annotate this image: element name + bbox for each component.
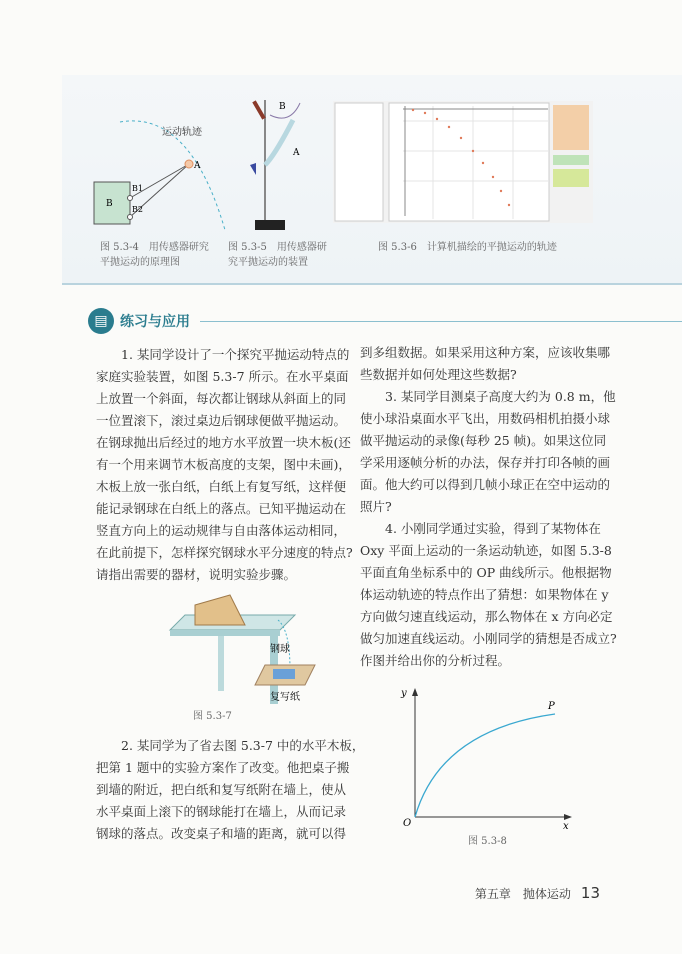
figure-5-3-8 — [395, 672, 575, 832]
text-line: 3. 某同学目测桌子高度大约为 0.8 m，他 — [385, 389, 616, 404]
text-line: 木板上放一张白纸，白纸上有复写纸，这样便 — [96, 479, 347, 494]
left-column-p2 — [96, 735, 365, 845]
stand-base — [255, 220, 285, 230]
label-b1: B1 — [132, 184, 143, 193]
emitter-a — [185, 160, 193, 168]
left-column — [96, 344, 353, 586]
right-column — [360, 342, 617, 672]
chapter-title: 第五章 抛体运动 — [474, 887, 571, 901]
text-line: 照片? — [360, 499, 392, 514]
text-line: 到墙的附近，把白纸和复写纸附在墙上，使从 — [96, 782, 347, 797]
text-line: 竖直方向上的运动规律与自由落体运动相同， — [96, 523, 347, 538]
label-trajectory: 运动轨迹 — [162, 127, 202, 138]
divider — [200, 321, 682, 322]
text-line: 体运动轨迹的特点作出了猜想：如果物体在 y — [360, 587, 609, 602]
text-line: 做平抛运动的录像(每秒 25 帧)。如果这位同 — [360, 433, 607, 448]
text-line: 学采用逐帧分析的办法，保存并打印各帧的画 — [360, 455, 611, 470]
text-line: 把第 1 题中的实验方案作了改变。他把桌子搬 — [96, 760, 350, 775]
caption-line: 图 5.3-5 用传感器研 — [228, 242, 327, 253]
section-title: 练习与应用 — [120, 314, 190, 330]
op-curve — [415, 714, 555, 817]
text-line: 4. 小刚同学通过实验，得到了某物体在 — [385, 521, 601, 536]
caption-line: 图 5.3-4 用传感器研究 — [100, 242, 209, 253]
text-line: 一位置滚下，滚过桌边后钢球便做平抛运动。 — [96, 413, 347, 428]
label-a: A — [293, 148, 300, 158]
text-line: 些数据并如何处理这些数据? — [360, 367, 517, 382]
point-p-label: P — [548, 701, 555, 712]
label-b2: B2 — [132, 205, 143, 214]
text-line: 请指出需要的器材，说明实验步骤。 — [96, 567, 297, 582]
text-line: 到多组数据。如果采用这种方案，应该收集哪 — [360, 345, 611, 360]
figure-5-3-7 — [140, 590, 320, 708]
text-line: 1. 某同学设计了一个探究平抛运动特点的 — [121, 347, 350, 362]
incline — [195, 595, 245, 625]
text-line: 平面直角坐标系中的 OP 曲线所示。他根据物 — [360, 565, 612, 580]
page-number: 13 — [580, 884, 600, 902]
text-line: 2. 某同学为了省去图 5.3-7 中的水平木板， — [121, 738, 365, 753]
text-line: Oxy 平面上运动的一条运动轨迹，如图 5.3-8 — [360, 543, 612, 558]
text-line: 面。他大约可以得到几帧小球正在空中运动的 — [360, 477, 611, 492]
caption-5-3-5 — [228, 240, 327, 270]
origin-label: O — [403, 818, 412, 829]
caption-5-3-8: 图 5.3-8 — [468, 836, 507, 847]
text-line: 钢球的落点。改变桌子和墙的距离，就可以得 — [96, 826, 347, 841]
label-a: A — [194, 161, 201, 171]
label-b: B — [279, 102, 286, 112]
caption-line: 图 5.3-6 计算机描绘的平抛运动的轨迹 — [378, 242, 557, 253]
label-paper: 复写纸 — [270, 692, 300, 703]
control-panel — [553, 105, 589, 150]
text-line: 能记录钢球在白纸上的落点。已知平抛运动在 — [96, 501, 347, 516]
text-line: 方向做匀速直线运动，那么物体在 x 方向必定 — [360, 609, 613, 624]
text-line: 水平桌面上滚下的钢球能打在墙上，从而记录 — [96, 804, 347, 819]
section-header — [88, 308, 682, 338]
label-b: B — [106, 199, 113, 209]
label-ball: 钢球 — [270, 644, 290, 655]
text-line: 做匀加速直线运动。小刚同学的猜想是否成立? — [360, 631, 617, 646]
figure-5-3-4 — [90, 90, 220, 230]
text-line: 上放置一个斜面，每次都让钢球从斜面上的同 — [96, 391, 347, 406]
caption-5-3-7: 图 5.3-7 — [193, 711, 232, 722]
caption-5-3-6 — [378, 240, 557, 255]
text-line: 作图并给出你的分析过程。 — [360, 653, 511, 668]
text-line: 在此前提下，怎样探究钢球水平分速度的特点? — [96, 545, 353, 560]
text-line: 使小球沿桌面水平飞出，用数码相机拍摄小球 — [360, 411, 611, 426]
axis-y-label: y — [401, 688, 407, 699]
text-line: 有一个用来调节木板高度的支架，图中未画)， — [96, 457, 351, 472]
axis-x-label: x — [563, 821, 569, 832]
figure-5-3-5 — [235, 95, 315, 235]
figure-5-3-6 — [333, 101, 593, 223]
text-line: 在钢球抛出后经过的地方水平放置一块木板(还 — [96, 435, 351, 450]
carbon-paper — [273, 669, 295, 679]
caption-line: 究平抛运动的装置 — [228, 257, 308, 268]
caption-line: 平抛运动的原理图 — [100, 257, 180, 268]
notebook-icon: ▤ — [88, 308, 114, 334]
data-table-panel — [335, 103, 383, 221]
text-line: 家庭实验装置，如图 5.3-7 所示。在水平桌面 — [96, 369, 349, 384]
caption-5-3-4 — [100, 240, 209, 270]
page-footer — [475, 884, 600, 902]
